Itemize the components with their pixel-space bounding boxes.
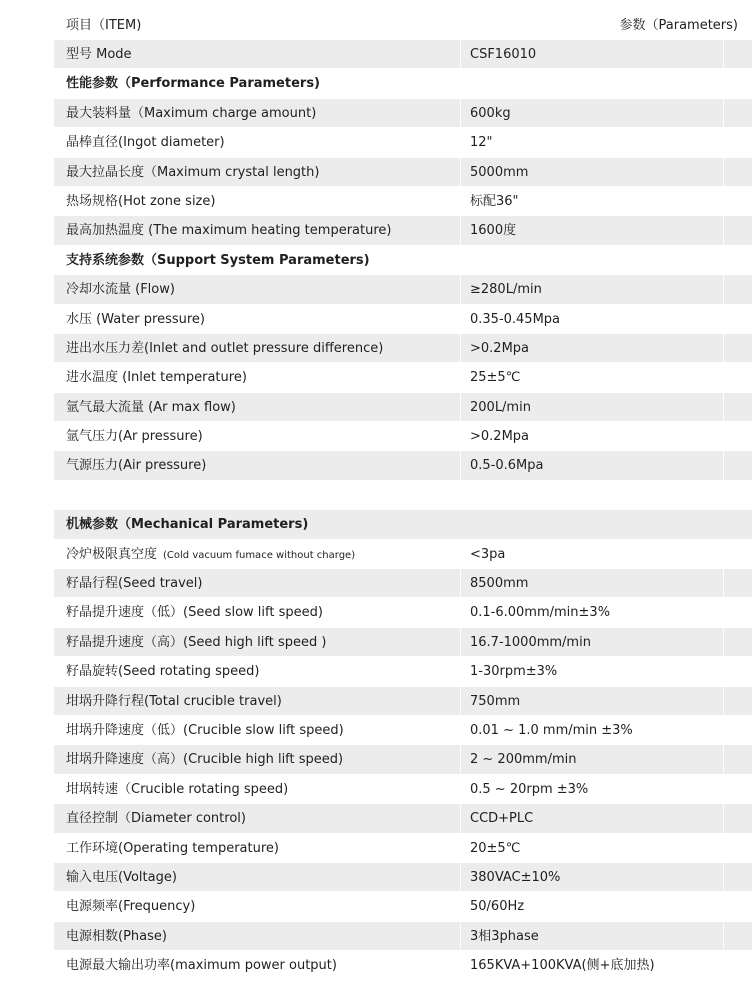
extra-cell [723,834,752,862]
table-row [54,687,752,716]
item-text: 工作环境(Operating temperature) [66,840,279,856]
item-cell [66,305,205,334]
item-text: 电源相数(Phase) [66,928,167,944]
extra-cell [723,745,752,773]
item-text: 最大拉晶长度（Maximum crystal length) [66,164,320,180]
item-text: 籽晶提升速度（高）(Seed high lift speed ) [66,634,327,650]
item-note: (Cold vacuum fumace without charge) [163,549,356,561]
item-cell [66,393,236,422]
extra-cell [723,863,752,891]
value-cell: 200L/min [460,393,724,421]
extra-cell [723,275,752,303]
table-row [54,305,752,334]
item-cell [66,569,203,598]
extra-cell [723,451,752,479]
extra-cell [723,363,752,391]
value-cell: 0.5 ~ 20rpm ±3% [460,775,724,803]
item-cell [66,951,337,980]
item-text: 性能参数（Performance Parameters) [66,76,320,92]
item-text: 坩埚转速（Crucible rotating speed) [66,781,289,797]
item-text: 直径控制（Diameter control) [66,811,246,827]
table-row [54,863,752,892]
value-cell: 3相3phase [460,922,724,950]
item-cell [66,716,344,745]
extra-cell [723,334,752,362]
blank-row [54,481,752,510]
value-cell: >0.2Mpa [460,422,724,450]
extra-cell [723,305,752,333]
item-cell [66,834,279,863]
item-text: 冷却水流量 (Flow) [66,282,175,298]
item-text: 机械参数（Mechanical Parameters) [66,517,309,533]
table-row [54,128,752,157]
table-row [54,187,752,216]
table-row [54,657,752,686]
table-row [54,598,752,627]
value-cell: 380VAC±10% [460,863,724,891]
section-header-row [54,246,752,275]
table-row [54,569,752,598]
item-text: 热场规格(Hot zone size) [66,193,216,209]
table-row [54,393,752,422]
extra-cell [723,951,752,979]
item-text: 氩气压力(Ar pressure) [66,429,203,445]
item-text: 进水温度 (Inlet temperature) [66,370,247,386]
item-cell [66,422,203,451]
item-cell [66,922,167,951]
extra-cell [723,128,752,156]
item-cell [66,99,316,128]
item-text: 冷炉极限真空度 [66,546,158,562]
item-cell [66,187,215,216]
value-cell: >0.2Mpa [460,334,724,362]
extra-cell [723,922,752,950]
item-cell [66,804,246,833]
item-text: 坩埚升降速度（高）(Crucible high lift speed) [66,752,344,768]
value-cell: 0.35-0.45Mpa [460,305,724,333]
table-row [54,834,752,863]
table-row [54,158,752,187]
extra-cell [723,687,752,715]
table-row [54,334,752,363]
table-row [54,40,752,69]
item-text: 电源频率(Frequency) [66,899,196,915]
item-text: 进出水压力差(Inlet and outlet pressure difference) [66,340,384,356]
item-cell [66,892,195,921]
extra-cell [723,569,752,597]
table-row [54,745,752,774]
table-row [54,892,752,921]
extra-cell [723,422,752,450]
table-row [54,922,752,951]
item-text: 晶棒直径(Ingot diameter) [66,135,225,151]
value-cell: 1-30rpm±3% [460,657,724,685]
item-text: 籽晶旋转(Seed rotating speed) [66,664,260,680]
item-text: 气源压力(Air pressure) [66,458,207,474]
value-cell: 标配36" [460,187,724,215]
item-text: 氩气最大流量 (Ar max flow) [66,399,236,415]
table-row [54,716,752,745]
section-header-row [54,510,752,539]
section-title [66,510,308,539]
item-cell [66,863,177,892]
item-cell [66,40,132,69]
table-row [54,628,752,657]
item-text: 水压 (Water pressure) [66,311,205,327]
item-text: 最大装料量（Maximum charge amount) [66,105,317,121]
item-text: 支持系统参数（Support System Parameters) [66,252,370,268]
value-cell: 0.5-0.6Mpa [460,451,724,479]
item-cell [66,275,175,304]
extra-cell [723,393,752,421]
item-text: 电源最大输出功率(maximum power output) [66,958,337,974]
extra-cell [723,804,752,832]
item-cell [66,451,206,480]
extra-cell [723,99,752,127]
item-text: 最高加热温度 (The maximum heating temperature) [66,223,392,239]
header-param-label: 参数（Parameters) [619,18,738,33]
item-text: 型号 Mode [66,47,132,62]
item-cell [66,745,343,774]
value-cell: 16.7-1000mm/min [460,628,724,656]
value-cell: 2 ~ 200mm/min [460,745,724,773]
spec-table-body [54,40,752,981]
table-row [54,99,752,128]
table-row [54,451,752,480]
section-title [66,69,320,98]
extra-cell [723,657,752,685]
item-cell [66,363,247,392]
item-cell [66,216,391,245]
item-cell [66,158,319,187]
value-cell: 165KVA+100KVA(侧+底加热) [460,951,724,979]
value-cell: 12" [460,128,724,156]
extra-cell [723,158,752,186]
item-cell [66,540,355,570]
table-header [0,0,752,40]
value-cell: 600kg [460,99,724,127]
value-cell: <3pa [460,540,724,568]
section-header-row [54,69,752,98]
extra-cell [723,481,752,509]
extra-cell [723,716,752,744]
value-cell: 1600度 [460,216,724,244]
item-cell [66,687,282,716]
table-row [54,804,752,833]
value-cell: 5000mm [460,158,724,186]
value-cell: 0.1-6.00mm/min±3% [460,598,724,626]
header-item-label: 项目（ITEM) [66,18,142,33]
extra-cell [723,540,752,568]
item-cell [66,128,225,157]
table-row [54,951,752,980]
value-cell: 50/60Hz [460,892,724,920]
table-row [54,540,752,569]
item-cell [66,775,288,804]
item-text: 输入电压(Voltage) [66,869,177,885]
value-cell: CCD+PLC [460,804,724,832]
extra-cell [723,216,752,244]
extra-cell [723,628,752,656]
extra-cell [723,775,752,803]
extra-cell [723,598,752,626]
item-text: 坩埚升降行程(Total crucible travel) [66,693,282,709]
extra-cell [723,892,752,920]
value-cell: CSF16010 [460,40,724,68]
value-cell: 8500mm [460,569,724,597]
item-cell [66,657,259,686]
section-title [66,246,370,275]
item-text: 籽晶行程(Seed travel) [66,576,203,592]
table-row [54,275,752,304]
extra-cell [723,40,752,68]
table-row [54,775,752,804]
value-cell: 20±5℃ [460,834,724,862]
value-cell: 0.01 ~ 1.0 mm/min ±3% [460,716,724,744]
table-row [54,363,752,392]
value-cell: 25±5℃ [460,363,724,391]
table-row [54,216,752,245]
item-cell [66,598,323,627]
item-cell [66,628,326,657]
item-text: 坩埚升降速度（低）(Crucible slow lift speed) [66,722,344,738]
table-row [54,422,752,451]
item-text: 籽晶提升速度（低）(Seed slow lift speed) [66,605,323,621]
value-cell: ≥280L/min [460,275,724,303]
extra-cell [723,187,752,215]
value-cell: 750mm [460,687,724,715]
item-cell [66,334,383,363]
